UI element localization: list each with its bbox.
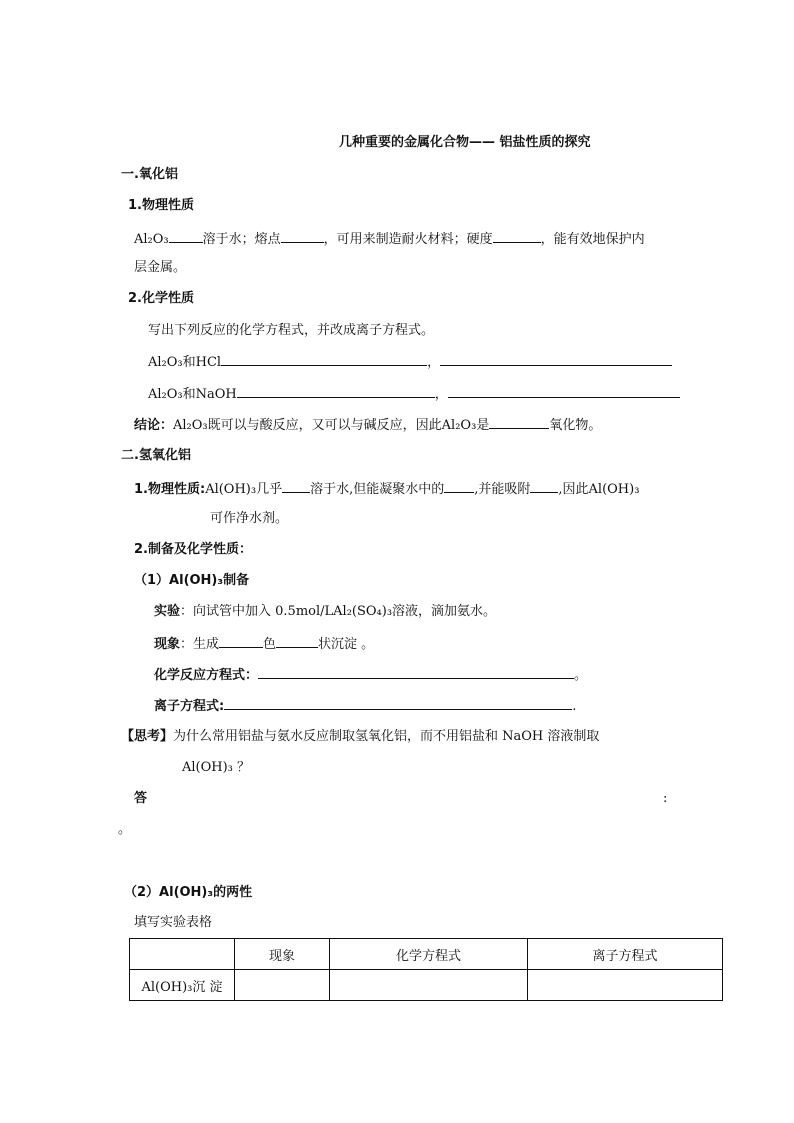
text: . [572,699,577,714]
answer-blank[interactable] [281,229,324,243]
formula-al2o3: Al₂O₃ [441,418,477,433]
answer-blank[interactable] [221,352,427,366]
table-intro: 填写实验表格 [134,915,213,930]
text: ：生成 [180,637,220,652]
s1-chem-label: 2.化学性质 [128,291,194,306]
table-cell[interactable] [235,970,330,1001]
text: ,并能吸附 [474,482,531,497]
answer-blank[interactable] [448,384,680,398]
text: 为什么常用铝盐与氨水反应制取氢氧化铝，而不用铝盐和 NaOH 溶液制取 [173,729,600,744]
s1-physical-line1 [134,229,645,249]
text: 溶于水,但能凝聚水中的 [310,482,445,497]
experiment-line [154,603,496,621]
table-header-cell [130,939,235,970]
text: ， [434,387,448,402]
text: ，能有效地保护内 [540,232,645,247]
think-line2: Al(OH)₃ ？ [182,760,251,775]
table-row [130,970,723,1001]
text: 色 [263,637,277,652]
think-label: 【思考】 [121,729,174,744]
text: 状沉淀 。 [318,637,375,652]
text: ，可用来制造耐火材料；硬度 [323,232,493,247]
s1-chem-intro: 写出下列反应的化学方程式，并改成离子方程式。 [148,323,435,338]
formula-al2o3: Al₂O₃ [148,355,183,370]
answer-period: 。 [118,822,132,837]
s2-sub2-label: （2）Al(OH)₃的两性 [124,885,253,900]
answer-blank[interactable] [440,352,672,366]
page-title: 几种重要的金属化合物—— 铝盐性质的探究 [339,135,591,150]
text: 氧化物。 [549,418,602,433]
text: 既可以与酸反应，又可以与碱反应，因此 [207,418,442,433]
answer-blank[interactable] [282,479,310,493]
table-row-label: Al(OH)₃沉 淀 [130,970,235,1001]
text: 溶于水；熔点 [202,232,281,247]
text: 。 [574,668,588,683]
s1-physical-line2: 层金属。 [134,260,187,275]
table-cell[interactable] [330,970,528,1001]
table-cell[interactable] [528,970,723,1001]
section1-heading: 一.氧化铝 [121,167,178,182]
table-header-cell: 现象 [235,939,330,970]
answer-blank[interactable] [219,634,263,648]
formula-al2o3: Al₂O₃ [134,232,169,247]
answer-blank[interactable] [224,696,572,710]
equation-label: 化学反应方程式： [154,668,259,683]
formula-al2o3: Al₂O₃ [148,387,183,402]
equation-line [154,665,587,685]
table-header-row [130,939,723,970]
section2-heading: 二.氢氧化铝 [121,448,191,463]
s2-sub1-label: （1）Al(OH)₃制备 [134,573,250,588]
text: ， [427,355,441,370]
phenomenon-line [154,634,374,654]
reaction-row-hcl [148,352,672,372]
s1-physical-label: 1.物理性质 [128,198,194,213]
formula-aloh3: Al(OH)₃ [205,482,257,497]
answer-blank[interactable] [493,229,541,243]
formula-aloh3: Al(OH)₃ [588,482,640,497]
reaction-row-naoh [148,384,680,404]
answer-label: 答 [134,791,148,806]
answer-colon: : [663,791,668,806]
formula-al2o3: Al₂O₃ [173,418,208,433]
conclusion-label: 结论： [134,418,174,433]
answer-blank[interactable] [169,229,203,243]
answer-blank[interactable] [258,665,574,679]
phenomenon-label: 现象 [154,637,181,652]
s2-physical-label: 1.物理性质: [134,482,206,497]
answer-blank[interactable] [237,384,435,398]
experiment-label: 实验 [154,604,181,619]
text: ：向试管中加入 0.5mol/LAl₂(SO₄)₃溶液，滴加氨水。 [180,604,497,619]
s2-physical-line1 [134,479,639,499]
text: ,因此 [558,482,589,497]
table-header-cell: 化学方程式 [330,939,528,970]
table-header-cell: 离子方程式 [528,939,723,970]
ionic-line [154,696,576,716]
s2-prep-label: 2.制备及化学性质： [134,542,252,557]
answer-blank[interactable] [530,479,558,493]
text: 和NaOH [182,387,237,402]
answer-blank[interactable] [444,479,474,493]
text: 几乎 [256,482,283,497]
conclusion [134,415,601,435]
answer-blank[interactable] [489,415,549,429]
s2-physical-line2: 可作净水剂。 [210,511,289,526]
think-line1 [121,728,599,746]
text: 是 [476,418,490,433]
answer-blank[interactable] [276,634,318,648]
experiment-table [129,938,723,1001]
ionic-label: 离子方程式: [154,699,225,714]
text: 和HCl [182,355,222,370]
